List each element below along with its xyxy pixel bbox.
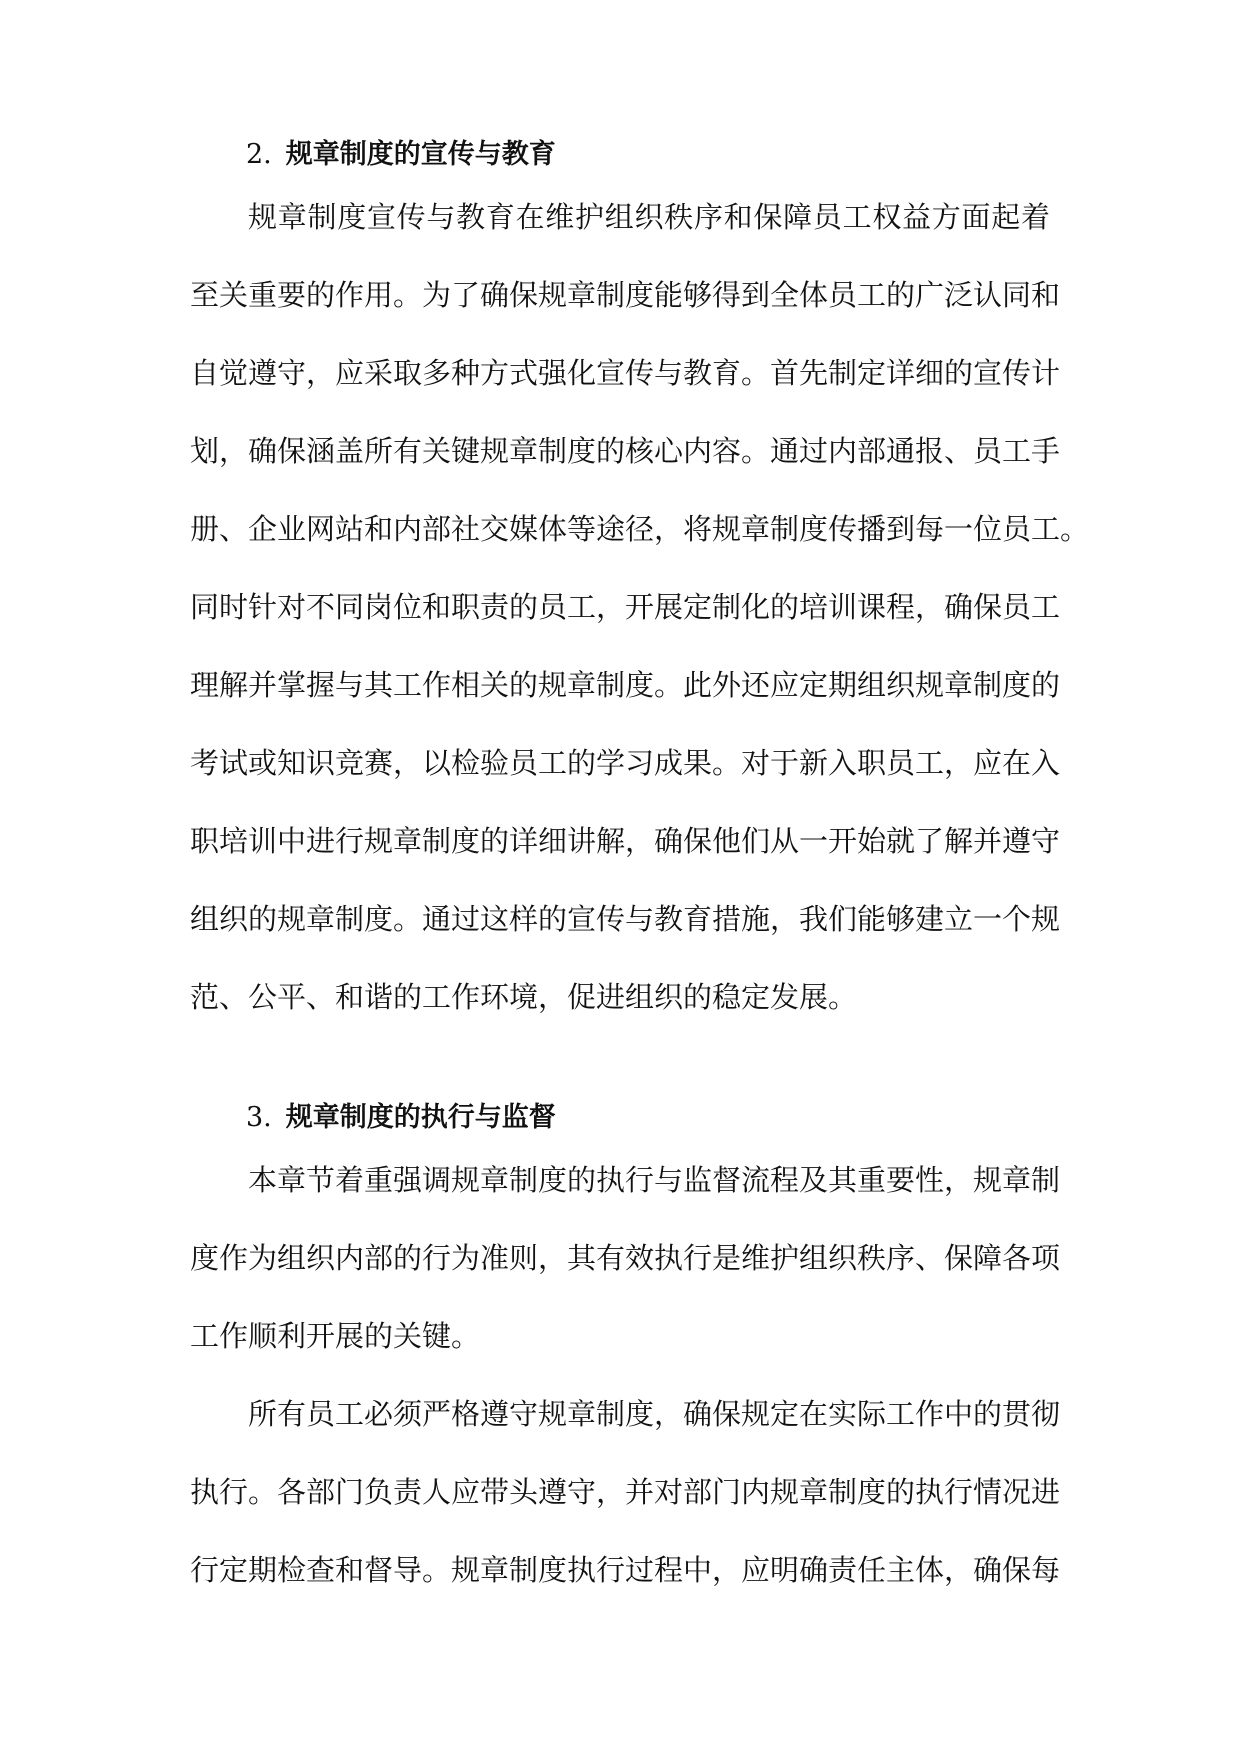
paragraph-line: 规章制度宣传与教育在维护组织秩序和保障员工权益方面起着: [248, 200, 1050, 234]
paragraph-line: 执行。各部门负责人应带头遵守，并对部门内规章制度的执行情况进: [190, 1475, 1061, 1509]
paragraph-line: 自觉遵守，应采取多种方式强化宣传与教育。首先制定详细的宣传计: [190, 356, 1061, 390]
paragraph-line: 划，确保涵盖所有关键规章制度的核心内容。通过内部通报、员工手: [190, 434, 1061, 468]
paragraph-line: 同时针对不同岗位和职责的员工，开展定制化的培训课程，确保员工: [190, 590, 1061, 624]
paragraph-line: 工作顺利开展的关键。: [190, 1319, 481, 1353]
paragraph: [190, 1375, 1061, 1609]
paragraph-line: 本章节着重强调规章制度的执行与监督流程及其重要性，规章制: [248, 1163, 1061, 1197]
paragraph-line: 所有员工必须严格遵守规章制度，确保规定在实际工作中的贯彻: [248, 1397, 1061, 1431]
paragraph-line: 职培训中进行规章制度的详细讲解，确保他们从一开始就了解并遵守: [190, 824, 1061, 858]
paragraph-line: 理解并掌握与其工作相关的规章制度。此外还应定期组织规章制度的: [190, 668, 1061, 702]
paragraph: [190, 1141, 1061, 1375]
paragraph-line: 范、公平、和谐的工作环境，促进组织的稳定发展。: [190, 980, 858, 1014]
paragraph-line: 考试或知识竞赛，以检验员工的学习成果。对于新入职员工，应在入: [190, 746, 1061, 780]
section-number: 3.: [246, 1102, 272, 1133]
section-heading: [246, 135, 556, 175]
paragraph: [190, 178, 1090, 1036]
paragraph-line: 至关重要的作用。为了确保规章制度能够得到全体员工的广泛认同和: [190, 278, 1061, 312]
section-heading: [246, 1098, 556, 1138]
section-title: 规章制度的执行与监督: [285, 1102, 556, 1133]
paragraph-line: 行定期检查和督导。规章制度执行过程中，应明确责任主体，确保每: [190, 1553, 1061, 1587]
paragraph-line: 度作为组织内部的行为准则，其有效执行是维护组织秩序、保障各项: [190, 1241, 1061, 1275]
paragraph-line: 册、企业网站和内部社交媒体等途径，将规章制度传播到每一位员工。: [190, 512, 1090, 546]
section-title: 规章制度的宣传与教育: [285, 139, 556, 170]
paragraph-line: 组织的规章制度。通过这样的宣传与教育措施，我们能够建立一个规: [190, 902, 1061, 936]
section-number: 2.: [246, 139, 272, 170]
